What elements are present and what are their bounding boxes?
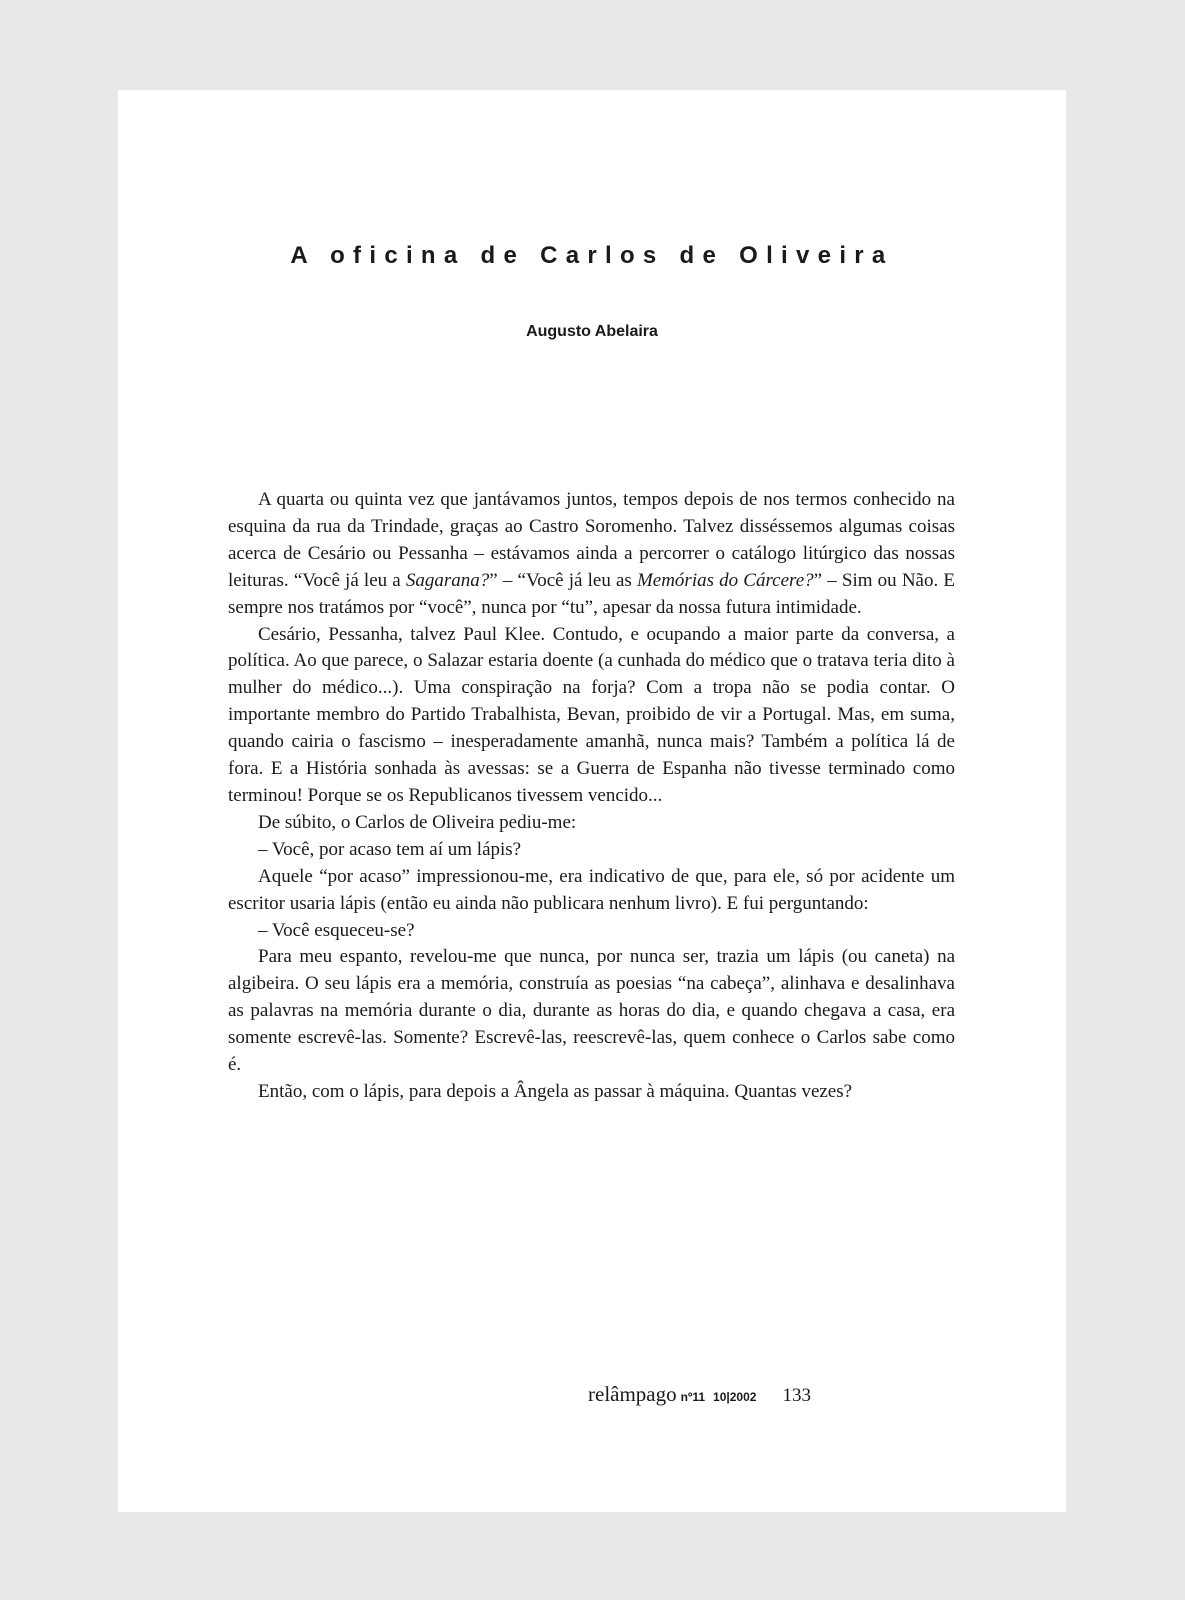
article-author: Augusto Abelaira <box>526 323 658 340</box>
paragraph: – Você, por acaso tem aí um lápis? <box>258 838 522 860</box>
page-number: 133 <box>782 1385 811 1406</box>
page-footer <box>588 1382 811 1407</box>
paragraph: Aquele “por acaso” impressionou-me, era indicativo de que, para ele, só por acidente um escritor usaria lápis (então eu ainda não publicara nenhum livro). E fui perguntando: <box>228 865 955 914</box>
paragraph: Então, com o lápis, para depois a Ângela as passar à máquina. Quantas vezes? <box>258 1080 853 1102</box>
page <box>118 90 1066 1512</box>
paragraph: De súbito, o Carlos de Oliveira pediu-me: <box>258 811 577 833</box>
paragraph: Cesário, Pessanha, talvez Paul Klee. Contudo, e ocupando a maior parte da conversa, a política. Ao que parece, o Salazar estaria doente (a cunhada do médico que o tratava teria dito à mulher do médico...). Uma conspiração na forja? Com a tropa não se podia contar. O importante membro do Partido Trabalhista, Bevan, proibido de vir a Portugal. Mas, em suma, quando cairia o fascismo – inesperadamente amanhã, nunca mais? Também a política lá de fora. E a História sonhada às avessas: se a Guerra de Espanha não tivesse terminado como terminou! Porque se os Republicanos tivessem vencido... <box>228 623 955 806</box>
article-body <box>228 487 955 1106</box>
magazine-name: relâmpago <box>588 1382 677 1406</box>
paragraph: A quarta ou quinta vez que jantávamos juntos, tempos depois de nos termos conhecido na esquina da rua da Trindade, graças ao Castro Soromenho. Talvez disséssemos algumas coisas acerca de Cesário ou Pessanha – estávamos ainda a percorrer o catálogo litúrgico das nossas leituras. “Você já leu a Sagarana?” – “Você já leu as Memórias do Cárcere?” – Sim ou Não. E sempre nos tratámos por “você”, nunca por “tu”, apesar da nossa futura intimidade. <box>228 489 955 618</box>
issue-number: nº11 <box>680 1390 706 1404</box>
paragraph: – Você esqueceu-se? <box>258 919 415 941</box>
issue-date: 10|2002 <box>713 1390 757 1404</box>
paragraph: Para meu espanto, revelou-me que nunca, por nunca ser, trazia um lápis (ou caneta) na algibeira. O seu lápis era a memória, construía as poesias “na cabeça”, alinhava e desalinhava as palavras na memória durante o dia, durante as horas do dia, e quando chegava a casa, era somente escrevê-las. Somente? Escrevê-las, reescrevê-las, quem conhece o Carlos sabe como é. <box>228 946 955 1076</box>
article-title: A oficina de Carlos de Oliveira <box>290 242 894 269</box>
